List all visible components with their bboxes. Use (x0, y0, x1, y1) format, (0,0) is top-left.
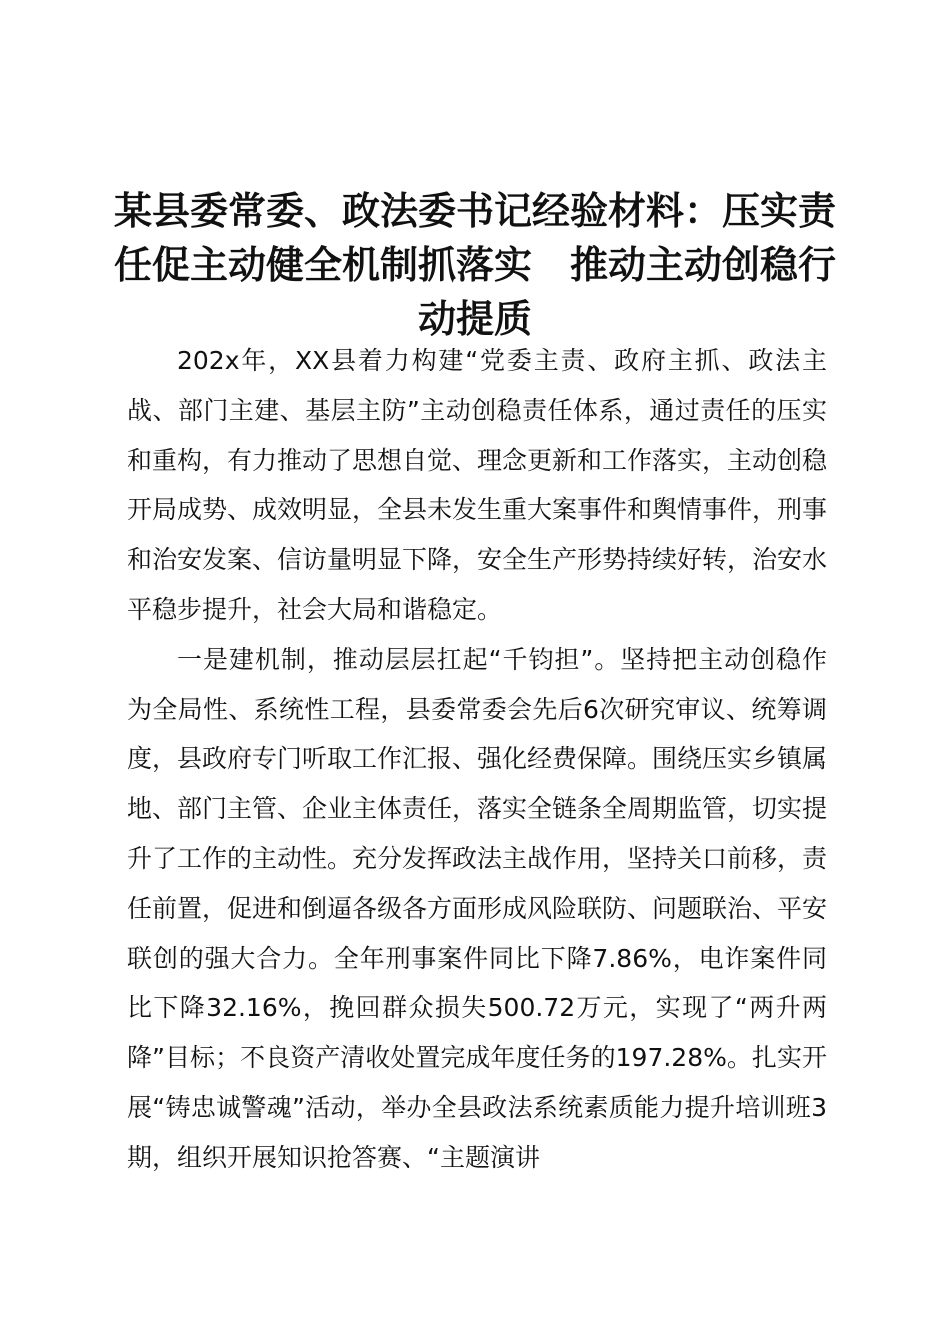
document-title: 某县委常委、政法委书记经验材料：压实责任促主动健全机制抓落实 推动主动创稳行动提质 (113, 189, 836, 341)
document-body (127, 336, 827, 1183)
paragraph-mechanism: 一是建机制，推动层层扛起“千钧担”。坚持把主动创稳作为全局性、系统性工程，县委常委会先后6次研究审议、统筹调度，县政府专门听取工作汇报、强化经费保障。围绕压实乡镇属地、部门主管、企业主体责任，落实全链条全周期监管，切实提升了工作的主动性。充分发挥政法主战作用，坚持关口前移，责任前置，促进和倒逼各级各方面形成风险联防、问题联治、平安联创的强大合力。全年刑事案件同比下降7.86%，电诈案件同比下降32.16%，挽回群众损失500.72万元，实现了“两升两降”目标；不良资产清收处置完成年度任务的197.28%。扎实开展“铸忠诚警魂”活动，举办全县政法系统素质能力提升培训班3期，组织开展知识抢答赛、“主题演讲 (127, 644, 828, 1172)
paragraph-intro: 202x年，XX县着力构建“党委主责、政府主抓、政法主战、部门主建、基层主防”主动创稳责任体系，通过责任的压实和重构，有力推动了思想自觉、理念更新和工作落实，主动创稳开局成势、成效明显，全县未发生重大案事件和舆情事件，刑事和治安发案、信访量明显下降，安全生产形势持续好转，治安水平稳步提升，社会大局和谐稳定。 (127, 346, 828, 624)
